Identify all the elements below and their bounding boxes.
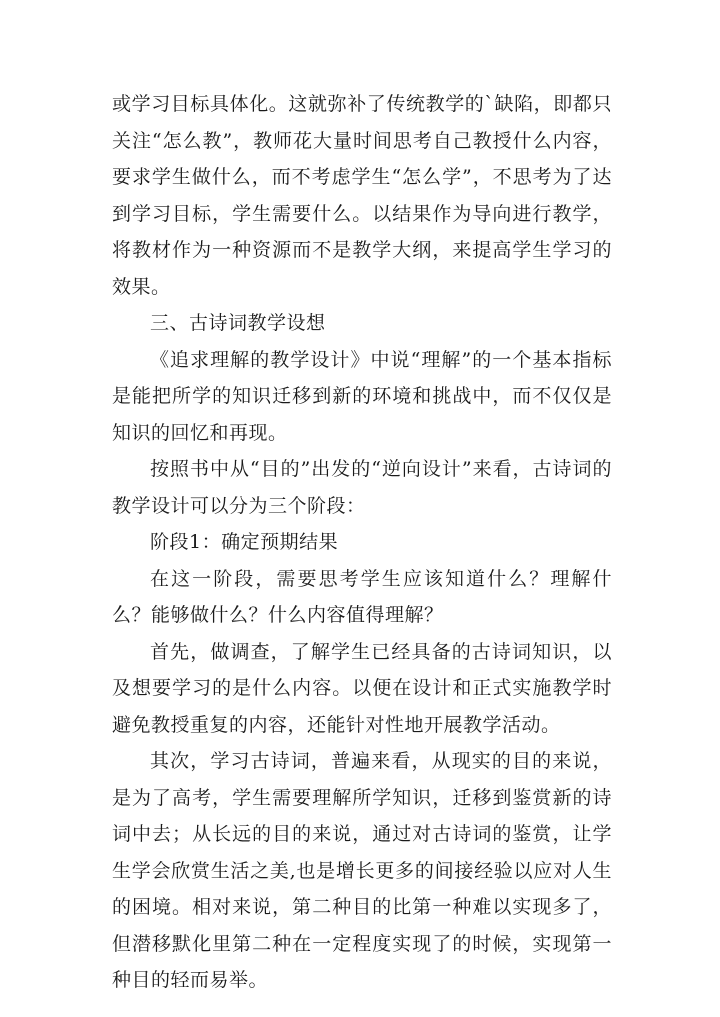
stage-heading: 阶段1：确定预期结果 [150, 531, 339, 553]
paragraph: 其次，学习古诗词，普遍来看，从现实的目的来说，是为了高考，学生需要理解所学知识，迁移到鉴赏新的诗词中去；从长远的目的来说，通过对古诗词的鉴赏，让学生学会欣赏生活之美,也是增长更多的间接经验以应对人生的困境。相对来说，第二种目的比第一种难以实现多了，但潜移默化里第二种在一定程度实现了的时候，实现第一种目的轻而易举。 [112, 750, 612, 991]
paragraph: 按照书中从“目的”出发的“逆向设计”来看，古诗词的教学设计可以分为三个阶段： [112, 458, 612, 517]
paragraph: 《追求理解的教学设计》中说“理解”的一个基本指标是能把所学的知识迁移到新的环境和挑战中，而不仅仅是知识的回忆和再现。 [112, 348, 612, 444]
document-body [112, 86, 612, 999]
section-heading: 三、古诗词教学设想 [150, 312, 326, 334]
paragraph-continuation: 或学习目标具体化。这就弥补了传统教学的`缺陷，即都只关注“怎么教”，教师花大量时间思考自己教授什么内容，要求学生做什么，而不考虑学生“怎么学”，不思考为了达到学习目标，学生需要什么。以结果作为导向进行教学，将教材作为一种资源而不是教学大纲，来提高学生学习的效果。 [112, 93, 612, 298]
paragraph: 首先，做调查，了解学生已经具备的古诗词知识，以及想要学习的是什么内容。以便在设计和正式实施教学时避免教授重复的内容，还能针对性地开展教学活动。 [112, 640, 612, 736]
paragraph: 在这一阶段，需要思考学生应该知道什么？理解什么？能够做什么？什么内容值得理解？ [112, 567, 612, 626]
